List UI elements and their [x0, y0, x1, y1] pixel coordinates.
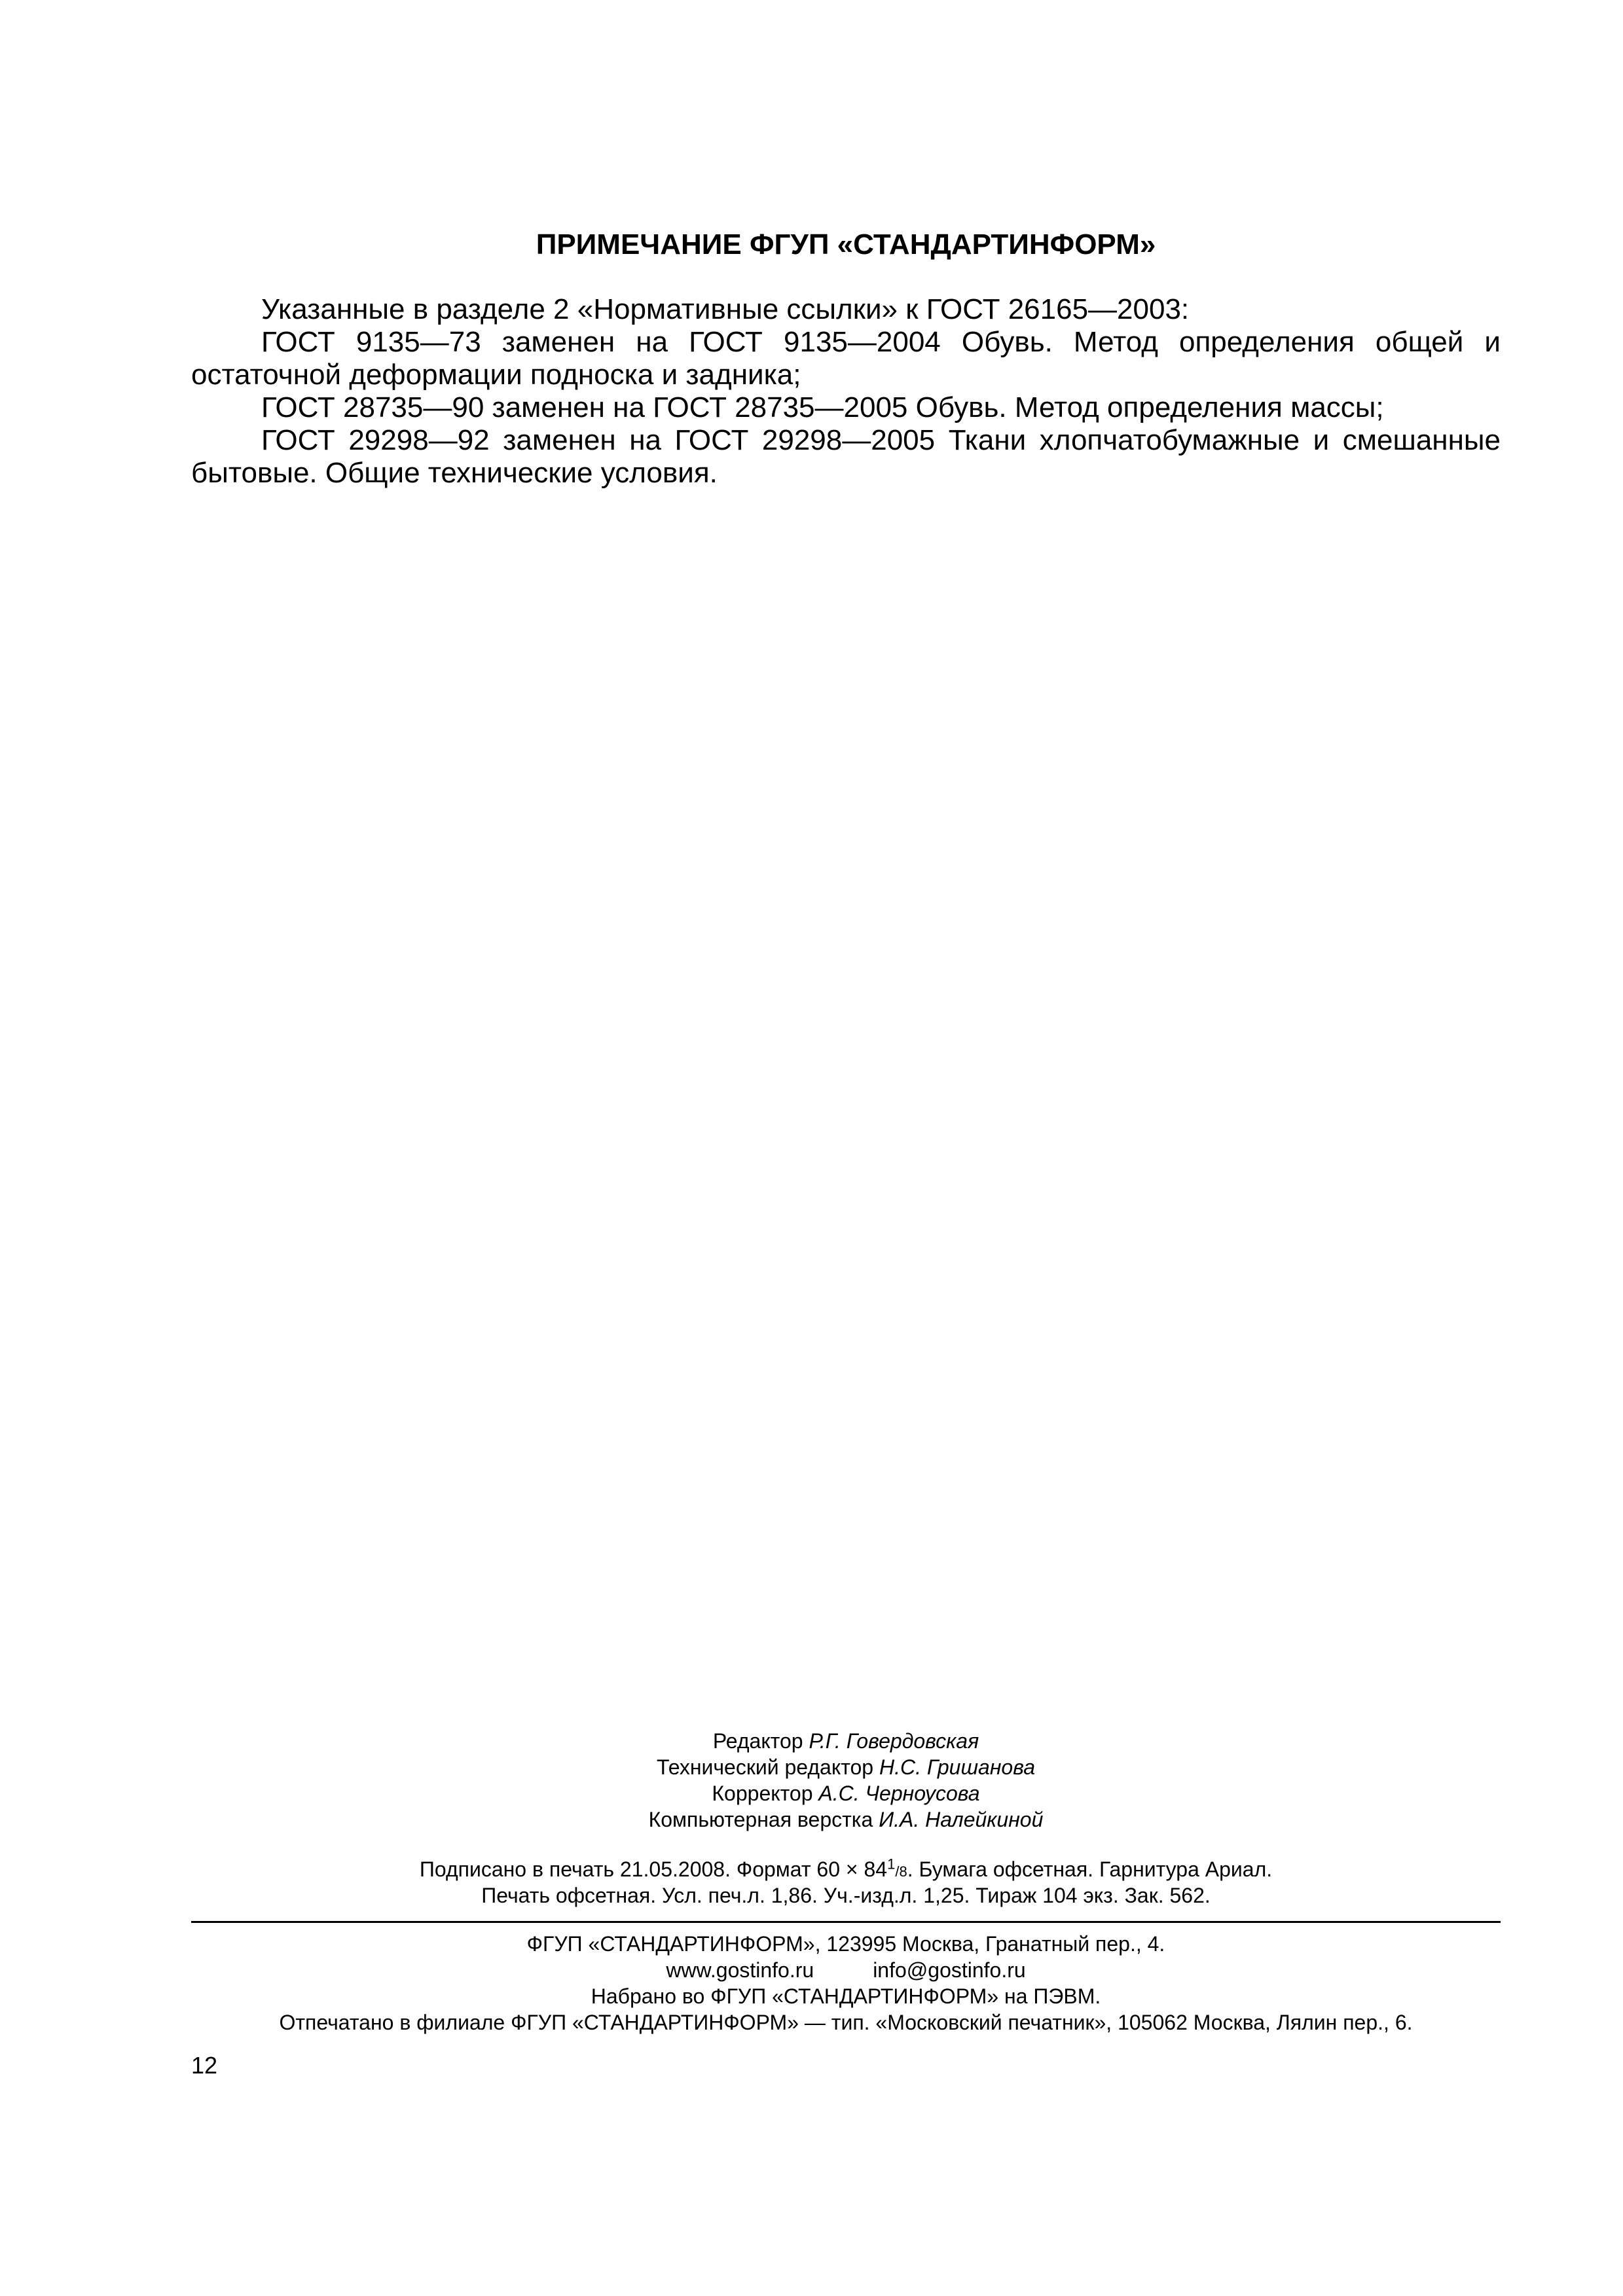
email-link[interactable]: info@gostinfo.ru [873, 1958, 1026, 1982]
editor-label: Редактор [712, 1729, 803, 1753]
format-fraction-numerator: 1 [887, 1856, 896, 1873]
tech-editor-name: Н.С. Гришанова [879, 1755, 1036, 1779]
publisher-info [191, 1931, 1501, 2036]
corrector-line [191, 1780, 1501, 1806]
print-info [191, 1856, 1501, 1909]
note-paragraph: ГОСТ 28735—90 заменен на ГОСТ 28735—2005 Обувь. Метод определения массы; [261, 391, 1384, 423]
tech-editor-label: Технический редактор [656, 1755, 874, 1779]
publisher-contacts [191, 1957, 1501, 1983]
horizontal-rule [191, 1921, 1501, 1923]
tech-editor-line [191, 1754, 1501, 1780]
layout-name: И.А. Налейкиной [879, 1808, 1044, 1831]
note-paragraph: ГОСТ 29298—92 заменен на ГОСТ 29298—2005 Ткани хлопчатобумажные и смешанные бытовые. Общие технические условия. [191, 424, 1501, 489]
print-info-format: Подписано в печать 21.05.2008. Формат 60 × 84 [419, 1857, 888, 1881]
printed-note: Отпечатано в филиале ФГУП «СТАНДАРТИНФОРМ» — тип. «Московский печатник», 105062 Москва, Лялин пер., 6. [279, 2011, 1413, 2034]
layout-line [191, 1806, 1501, 1833]
layout-label: Компьютерная верстка [648, 1808, 873, 1831]
editor-line [191, 1728, 1501, 1754]
note-paragraph: ГОСТ 9135—73 заменен на ГОСТ 9135—2004 Обувь. Метод определения общей и остаточной деформации подноска и задника; [191, 326, 1501, 391]
print-info-paper: . Бумага офсетная. Гарнитура Ариал. [907, 1857, 1273, 1881]
corrector-label: Корректор [712, 1782, 813, 1805]
publisher-address: ФГУП «СТАНДАРТИНФОРМ», 123995 Москва, Гранатный пер., 4. [526, 1932, 1165, 1956]
corrector-name: А.С. Черноусова [818, 1782, 980, 1805]
format-fraction-denominator: /8 [895, 1863, 907, 1880]
note-body [191, 293, 1501, 490]
note-title: ПРИМЕЧАНИЕ ФГУП «СТАНДАРТИНФОРМ» [536, 228, 1156, 260]
note-paragraph: Указанные в разделе 2 «Нормативные ссылки» к ГОСТ 26165—2003: [261, 293, 1190, 325]
print-info-line-2: Печать офсетная. Усл. печ.л. 1,86. Уч.-изд.л. 1,25. Тираж 104 экз. Зак. 562. [481, 1884, 1211, 1907]
editorial-credits [191, 1728, 1501, 1833]
print-info-line-1 [191, 1856, 1501, 1882]
page-number: 12 [191, 2052, 218, 2079]
typeset-note: Набрано во ФГУП «СТАНДАРТИНФОРМ» на ПЭВМ. [591, 1984, 1101, 2008]
website-link[interactable]: www.gostinfo.ru [666, 1958, 814, 1982]
editor-name: Р.Г. Говердовская [809, 1729, 979, 1753]
